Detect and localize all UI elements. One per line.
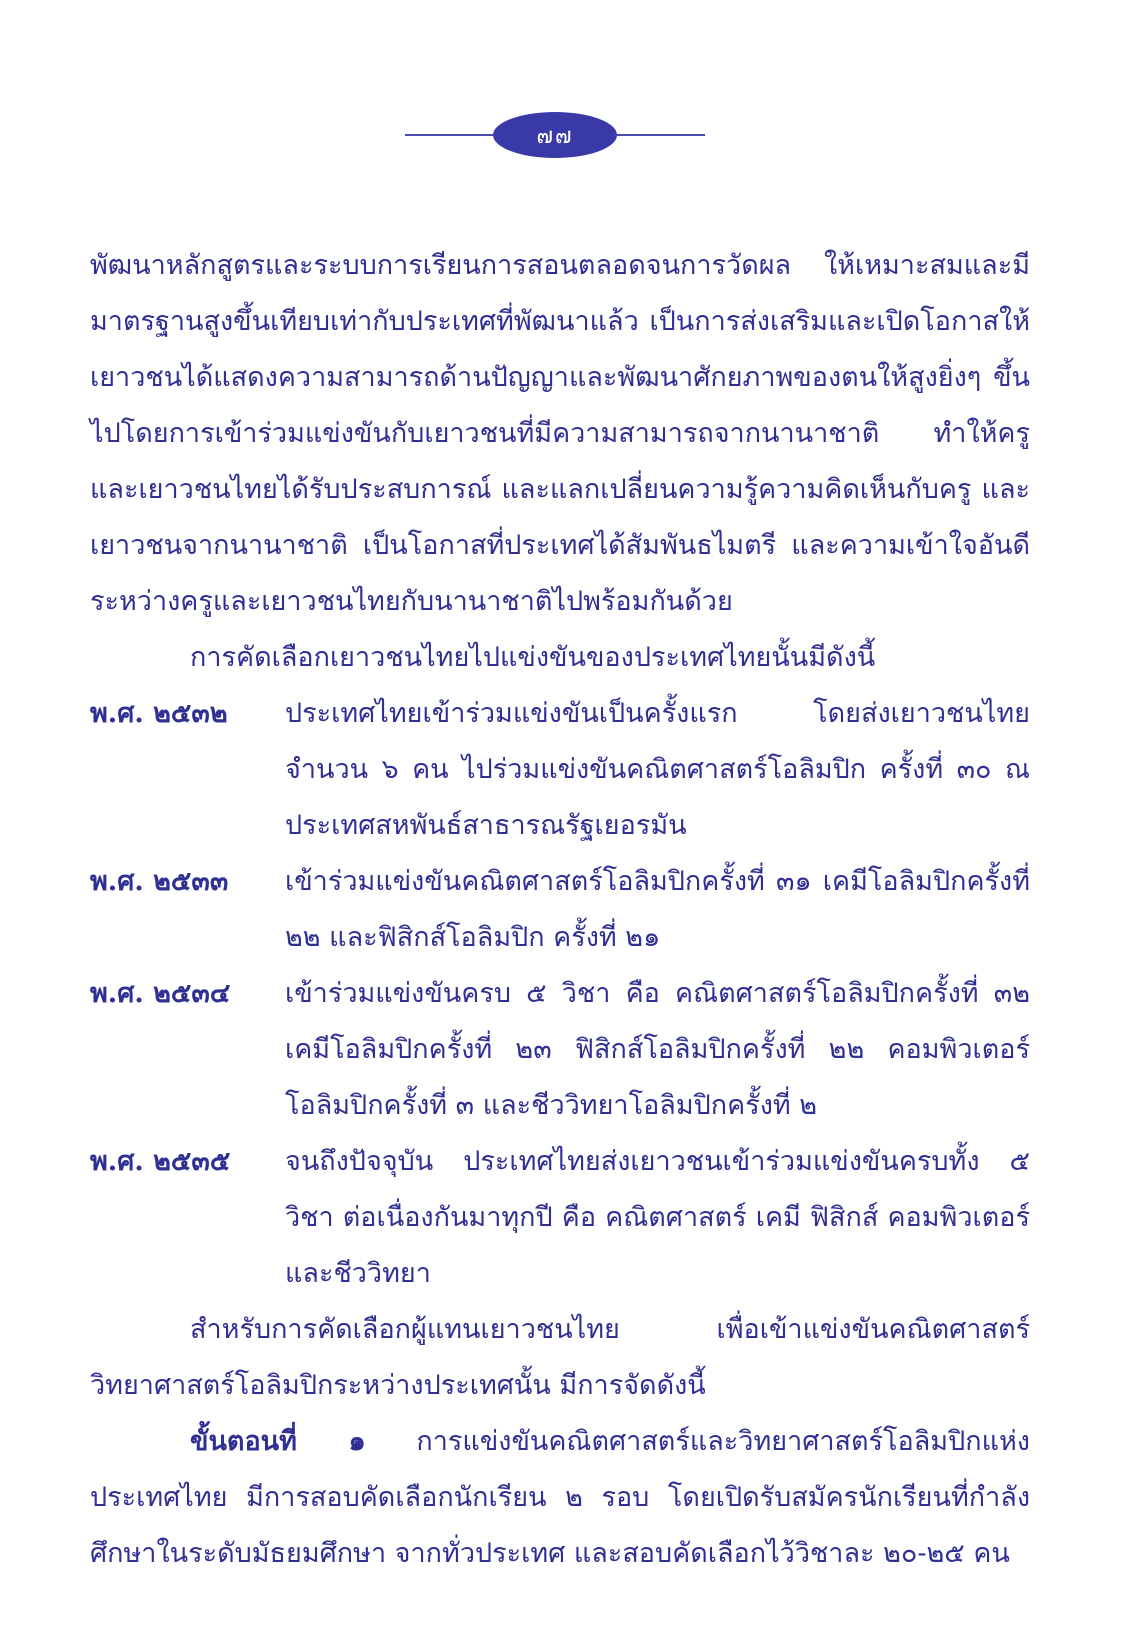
year-label: พ.ศ. ๒๕๓๒ xyxy=(90,698,228,729)
year-entry-2532 xyxy=(90,686,1030,854)
step-1-label: ขั้นตอนที่ ๑ xyxy=(190,1426,366,1457)
year-label: พ.ศ. ๒๕๓๓ xyxy=(90,866,229,897)
selection-heading-paragraph: การคัดเลือกเยาวชนไทยไปแข่งขันของประเทศไทยนั้นมีดังนี้ xyxy=(190,642,876,673)
year-label: พ.ศ. ๒๕๓๕ xyxy=(90,1146,231,1177)
header-rule-left xyxy=(405,134,495,136)
year-text: จนถึงปัจจุบัน ประเทศไทยส่งเยาวชนเข้าร่วมแข่งขันครบทั้ง ๕ วิชา ต่อเนื่องกันมาทุกปี คือ คณิตศาสตร์ เคมี ฟิสิกส์ คอมพิวเตอร์ และชีววิทยา xyxy=(285,1146,1030,1289)
year-label: พ.ศ. ๒๕๓๔ xyxy=(90,978,231,1009)
year-entry-2535 xyxy=(90,1134,1030,1302)
selection-intro-paragraph: สำหรับการคัดเลือกผู้แทนเยาวชนไทย เพื่อเข้าแข่งขันคณิตศาสตร์ วิทยาศาสตร์โอลิมปิกระหว่างประเทศนั้น มีการจัดดังนี้ xyxy=(90,1314,1030,1401)
intro-paragraph: พัฒนาหลักสูตรและระบบการเรียนการสอนตลอดจนการวัดผล ให้เหมาะสมและมีมาตรฐานสูงขึ้นเทียบเท่ากับประเทศที่พัฒนาแล้ว เป็นการส่งเสริมและเปิดโอกาสให้เยาวชนได้แสดงความสามารถด้านปัญญาและพัฒนาศักยภาพของตนให้สูงยิ่งๆ ขึ้นไปโดยการเข้าร่วมแข่งขันกับเยาวชนที่มีความสามารถจากนานาชาติ ทำให้ครูและเยาวชนไทยได้รับประสบการณ์ และแลกเปลี่ยนความรู้ความคิดเห็นกับครู และเยาวชนจากนานาชาติ เป็นโอกาสที่ประเทศได้สัมพันธไมตรี และความเข้าใจอันดีระหว่างครูและเยาวชนไทยกับนานาชาติไปพร้อมกันด้วย xyxy=(90,250,1030,617)
page-header xyxy=(0,108,1127,162)
header-rule-right xyxy=(615,134,705,136)
page-number-badge: ๗๗ xyxy=(493,112,617,158)
step-1-text: การแข่งขันคณิตศาสตร์และวิทยาศาสตร์โอลิมปิกแห่งประเทศไทย มีการสอบคัดเลือกนักเรียน ๒ รอบ โดยเปิดรับสมัครนักเรียนที่กำลังศึกษาในระดับมัธยมศึกษา จากทั่วประเทศ และสอบคัดเลือกไว้วิชาละ ๒๐-๒๕ คน xyxy=(90,1426,1030,1569)
page-body xyxy=(90,238,1030,1582)
year-entry-2533 xyxy=(90,854,1030,966)
year-text: ประเทศไทยเข้าร่วมแข่งขันเป็นครั้งแรก โดยส่งเยาวชนไทยจำนวน ๖ คน ไปร่วมแข่งขันคณิตศาสตร์โอลิมปิก ครั้งที่ ๓๐ ณ ประเทศสหพันธ์สาธารณรัฐเยอรมัน xyxy=(285,698,1030,841)
year-text: เข้าร่วมแข่งขันคณิตศาสตร์โอลิมปิกครั้งที่ ๓๑ เคมีโอลิมปิกครั้งที่ ๒๒ และฟิสิกส์โอลิมปิก ครั้งที่ ๒๑ xyxy=(285,866,1030,953)
year-entry-2534 xyxy=(90,966,1030,1134)
year-text: เข้าร่วมแข่งขันครบ ๕ วิชา คือ คณิตศาสตร์โอลิมปิกครั้งที่ ๓๒ เคมีโอลิมปิกครั้งที่ ๒๓ ฟิสิกส์โอลิมปิกครั้งที่ ๒๒ คอมพิวเตอร์โอลิมปิกครั้งที่ ๓ และชีววิทยาโอลิมปิกครั้งที่ ๒ xyxy=(285,978,1030,1121)
step-1-paragraph xyxy=(90,1414,1030,1582)
